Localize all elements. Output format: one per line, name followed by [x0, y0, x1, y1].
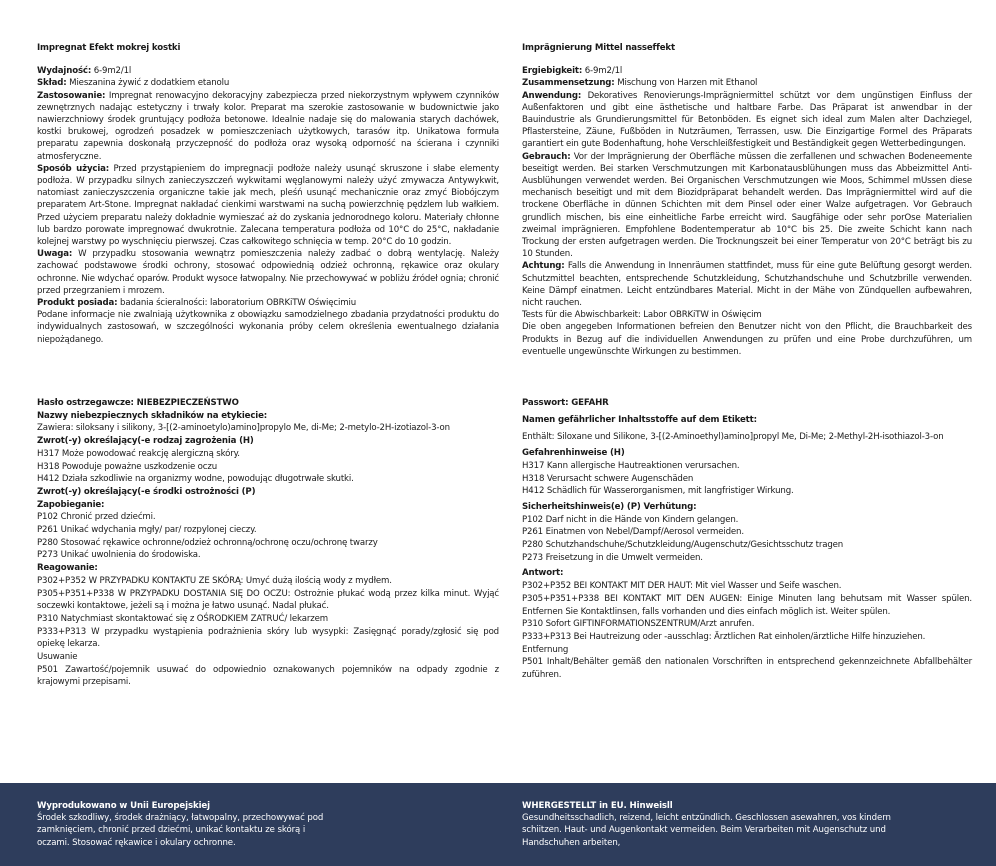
de-p-statement: P280 Schutzhandschuhe/Schutzkleidung/Augenschutz/Gesichtsschutz tragen	[522, 540, 844, 551]
pl-response-statement: P310 Natychmiast skontaktować się z OŚRODKIEM ZATRUĆ/ lekarzem	[37, 613, 328, 624]
de-response-heading: Antwort:	[522, 568, 564, 579]
de-field-application: Anwendung: Dekoratives Renovierungs-Imprägniermittel schützt vor dem ungünstigen Einfluss der Außenfaktoren und gibt eine ästhetische und haltbare Farbe. Das Präparat ist anwendbar in der Bauindustrie als Grundierungsmittel für Betonböden. Es eignet sich ideal zum Malen alter Dachziegel, Pflastersteine, Zäune, Fußböden in Nutzräumen, Terrassen, usw. Die Einzigartige Formel des Präparats garantiert ein gute Bodenhaftung, hohe Verschleißfestigkeit und Beständigkeit gegen Wetterbedingungen.	[522, 90, 972, 150]
pl-p-statement: P261 Unikać wdychania mgły/ par/ rozpylonej cieczy.	[37, 525, 257, 536]
pl-response-statement: P333+P313 W przypadku wystąpienia podrażnienia skóry lub wysypki: Zasięgnąć porady/zgłosić się pod opiekę lekarza.	[37, 626, 499, 650]
pl-hazard-names: Zawiera: siloksany i silikony, 3-[(2-aminoetylo)amino]propylo Me, di-Me; 2-metylo-2H-izotiazol-3-on	[37, 423, 450, 434]
de-hazard-section	[522, 397, 972, 682]
pl-field-disclaimer: Podane informacje nie zwalniają użytkownika z obowiązku samodzielnego zbadania przydatności produktu do indywidualnych zastosowań, w szczególności wykonania próby celem określenia ewentualnego działania niepożądanego.	[37, 310, 499, 345]
footer-de-text: Gesundheitsschadlich, reizend, leicht entzündlich. Geschlossen asewahren, vos kindern schiitzen. Haut- und Augenkontakt vermeiden. Beim Verarbeiten mit Augenschutz und Handschuhen arbeiten,	[522, 813, 891, 848]
de-hazard-names: Enthält: Siloxane und Silikone, 3-[(2-Aminoethyl)amino]propyl Me, Di-Me; 2-Methyl-2H-isothiazol-3-on	[522, 432, 944, 443]
de-disposal-statement: P501 Inhalt/Behälter gemäß den nationalen Vorschriften in entsprechend gekennzeichnete Abfallbehälter zuführen.	[522, 657, 972, 681]
de-disposal-heading: Entfernung	[522, 644, 569, 655]
pl-field-tests: Produkt posiada: badania ścieralności: laboratorium OBRKiTW Oświęcimiu	[37, 298, 356, 309]
pl-h-statement: H317 Może powodować reakcję alergiczną skóry.	[37, 448, 240, 459]
pl-field-composition: Skład: Mieszanina żywić z dodatkiem etanolu	[37, 78, 230, 89]
de-field-composition: Zusammensetzung: Mischung von Harzen mit Ethanol	[522, 78, 758, 89]
de-h-heading: Gefahrenhinweise (H)	[522, 448, 625, 459]
de-hazard-names-heading: Namen gefährlicher Inhaltsstoffe auf dem Etikett:	[522, 414, 757, 425]
de-field-usage: Gebrauch: Vor der Imprägnierung der Oberfläche müssen die zerfallenen und schwachen Bodeneemente beseitigt werden. Bei starken Verschmutzungen mit Karbonatausblühungen muss das Abbeizmittel Anti-Ausblühungen verwendet werden. Bei Organischen Verschmutzungen wie Moos, Schimmel mUssen diese mechanisch beseitigt und mit dem Biozidpräparat behandelt werden. Das Imprägniermittel wird auf die trockene Oberfläche in dünnen Schichten mit dem Pinsel oder einer Walze aufgetragen. Vor Gebrauch grundlich mischen, bis eine einheitliche Farbe erreicht wird. Saugfähige oder sehr porOse Materialien zweimal imprägnieren. Empfohlene Bodentemperatur ab 10°C bis 25. Die zweite Schicht kann nach Trockung der ersten aufgetragen werden. Die Trocknungszeit bei einer Temperatur von 20°C beträgt bis zu 10 Stunden.	[522, 151, 972, 260]
de-product-description	[522, 42, 972, 358]
pl-signal-word: Hasło ostrzegawcze: NIEBEZPIECZEŃSTWO	[37, 398, 239, 408]
pl-field-usage: Sposób użycia: Przed przystąpieniem do impregnacji podłoże należy usunąć skruszone i słabe elementy podłoża. W przypadku silnych zanieczyszczeń wykwitami węglanowymi należy użyć zmywacza Antywykwit, natomiast zanieczyszczenia organiczne takie jak mech, pleśń usunąć mechanicznie oraz zmyć Biobójczym preparatem Art-Stone. Impregnat nakładać cienkimi warstwami na suchą powierzchnię pędzlem lub wałkiem. Przed użyciem preparatu należy dokładnie wymieszać aż do zyskania jednorodnego koloru. Materiały chłonne lub bardzo porowate impregnować dwukrotnie. Zalecana temperatura podłoża od 10°C do 25°C, nakładanie kolejnej warstwy po wyschnięciu pierwszej. Czas całkowitego schnięcia w temp. 20°C do 10 godzin.	[37, 163, 500, 248]
de-field-tests: Tests für die Abwischbarkeit: Labor OBRKiTW in Oświęcim	[522, 310, 762, 321]
pl-response-heading: Reagowanie:	[37, 563, 98, 574]
pl-field-yield: Wydajność: 6-9m2/1l	[37, 66, 132, 77]
pl-p-statement: P273 Unikać uwolnienia do środowiska.	[37, 550, 201, 561]
pl-h-statement: H412 Działa szkodliwie na organizmy wodne, powodując długotrwałe skutki.	[37, 474, 354, 485]
de-p-statement: P273 Freisetzung in die Umwelt vermeiden.	[522, 552, 703, 563]
pl-hazard-section	[37, 397, 499, 689]
de-response-statement: P310 Sofort GIFTINFORMATIONSZENTRUM/Arzt anrufen.	[522, 619, 755, 630]
footer-pl-title: Wyprodukowano w Unii Europejskiej	[37, 801, 211, 811]
de-response-statement: P305+P351+P338 BEI KONTAKT MIT DEN AUGEN: Einige Minuten lang behutsam mit Wasser spülen. Entfernen Sie Kontaktlinsen, falls vorhanden und dies einfach möglich ist. Weiter spülen.	[522, 593, 972, 617]
de-signal-word: Passwort: GEFAHR	[522, 398, 609, 408]
pl-field-warning: Uwaga: W przypadku stosowania wewnątrz pomieszczenia należy zadbać o dobrą wentylację. Należy zachować podstawowe środki ochrony, stosować odpowiednią odzież ochronną, rękawice oraz okulary ochronne. Nie wdychać oparów. Produkt wysoce łatwopalny. Nie przechowywać w pobliżu źródeł ognia; chronić przed przegrzaniem i mrozem.	[37, 249, 499, 296]
pl-p-statement: P102 Chronić przed dziećmi.	[37, 512, 156, 523]
de-response-statement: P302+P352 BEI KONTAKT MIT DER HAUT: Mit viel Wasser und Seife waschen.	[522, 581, 842, 592]
de-h-statement: H317 Kann allergische Hautreaktionen verursachen.	[522, 460, 740, 471]
de-response-statement: P333+P313 Bei Hautreizung oder -ausschlag: Ärztlichen Rat einholen/ärztliche Hilfe hinzuziehen.	[522, 631, 926, 642]
de-p-statement: P102 Darf nicht in die Hände von Kindern gelangen.	[522, 514, 739, 525]
pl-p-heading: Zwrot(-y) określający(-e środki ostrożności (P)	[37, 486, 256, 497]
pl-response-statement: P305+P351+P338 W PRZYPADKU DOSTANIA SIĘ DO OCZU: Ostrożnie płukać wodą przez kilka minut. Wyjąć soczewki kontaktowe, jeżeli są i można je łatwo usunąć. Nadal płukać.	[37, 588, 499, 612]
footer-pl-text: Środek szkodliwy, środek drażniący, łatwopalny, przechowywać pod zamknięciem, chronić przed dziećmi, unikać kontaktu ze skórą i oczami. Stosować rękawice i okulary ochronne.	[37, 813, 324, 848]
footer-band	[0, 783, 996, 866]
de-field-warning: Achtung: Falls die Anwendung in Innenräumen stattfindet, muss für eine gute Belüftung gesorgt werden. Schutzmittel beachten, entsprechende Schutzkleidung, Schutzhandschuhe und Schutzbrille verwenden. Keine Dämpf einatmen. Leicht entzündbares Material. Micht in der Mähe von Zündquellen aufbewahren, nicht rauchen.	[522, 261, 972, 309]
de-p-statement: P261 Einatmen von Nebel/Dampf/Aerosol vermeiden.	[522, 527, 744, 538]
pl-field-application: Zastosowanie: Impregnat renowacyjno dekoracyjny zabezpiecza przed niekorzystnym wpływem czynników zewnętrznych nadając estetyczny i trwały kolor. Preparat ma szerokie zastosowanie w budownictwie jako nawierzchniowy środek gruntujący podłoża betonowe. Idealnie nadaje się do malowania starych dachówek, kostki brukowej, ogrodzeń posadzek w pomieszczeniach użytkowych, tarasów itp. Unikatowa formuła preparatu zapewnia doskonałą przyczepność do podłoża oraz wysoką odporność na ścierana i czynniki atmosferyczne.	[37, 90, 499, 162]
pl-prevention-heading: Zapobieganie:	[37, 499, 105, 510]
footer-de-title: WHERGESTELLT in EU. Hinweisll	[522, 801, 673, 811]
pl-response-statement: P302+P352 W PRZYPADKU KONTAKTU ZE SKÓRĄ: Umyć dużą ilością wody z mydłem.	[37, 575, 392, 586]
pl-h-statement: H318 Powoduje poważne uszkodzenie oczu	[37, 461, 218, 472]
pl-p-statement: P280 Stosować rękawice ochronne/odzież ochronną/ochronę oczu/ochronę twarzy	[37, 537, 378, 548]
de-title: Imprägnierung Mittel nasseffekt	[522, 43, 675, 53]
pl-product-description	[37, 42, 499, 346]
de-h-statement: H412 Schädlich für Wasserorganismen, mit langfristiger Wirkung.	[522, 486, 794, 497]
de-field-disclaimer: Die oben angegeben Informationen befreien den Benutzer nicht von den Pflicht, die Brauchbarkeit des Produkts in Bezug auf die individuellen Anwendungen zu prüfen und eine Probe durchzuführen, um eventuelle ungewünschte Wirkungen zu bestimmen.	[522, 322, 972, 357]
de-field-yield: Ergiebigkeit: 6-9m2/1l	[522, 66, 623, 77]
pl-disposal-statement: P501 Zawartość/pojemnik usuwać do odpowiednio oznakowanych pojemników na odpady zgodnie z krajowymi przepisami.	[37, 664, 499, 688]
de-p-heading: Sicherheitshinweis(e) (P) Verhütung:	[522, 501, 697, 512]
pl-title: Impregnat Efekt mokrej kostki	[37, 43, 181, 53]
de-h-statement: H318 Verursacht schwere Augenschäden	[522, 473, 694, 484]
footer-de	[522, 800, 922, 849]
pl-h-heading: Zwrot(-y) określający(-e rodzaj zagrożenia (H)	[37, 436, 254, 447]
pl-disposal-heading: Usuwanie	[37, 652, 78, 663]
footer-pl	[37, 800, 327, 849]
pl-hazard-names-heading: Nazwy niebezpiecznych składników na etykiecie:	[37, 410, 268, 421]
